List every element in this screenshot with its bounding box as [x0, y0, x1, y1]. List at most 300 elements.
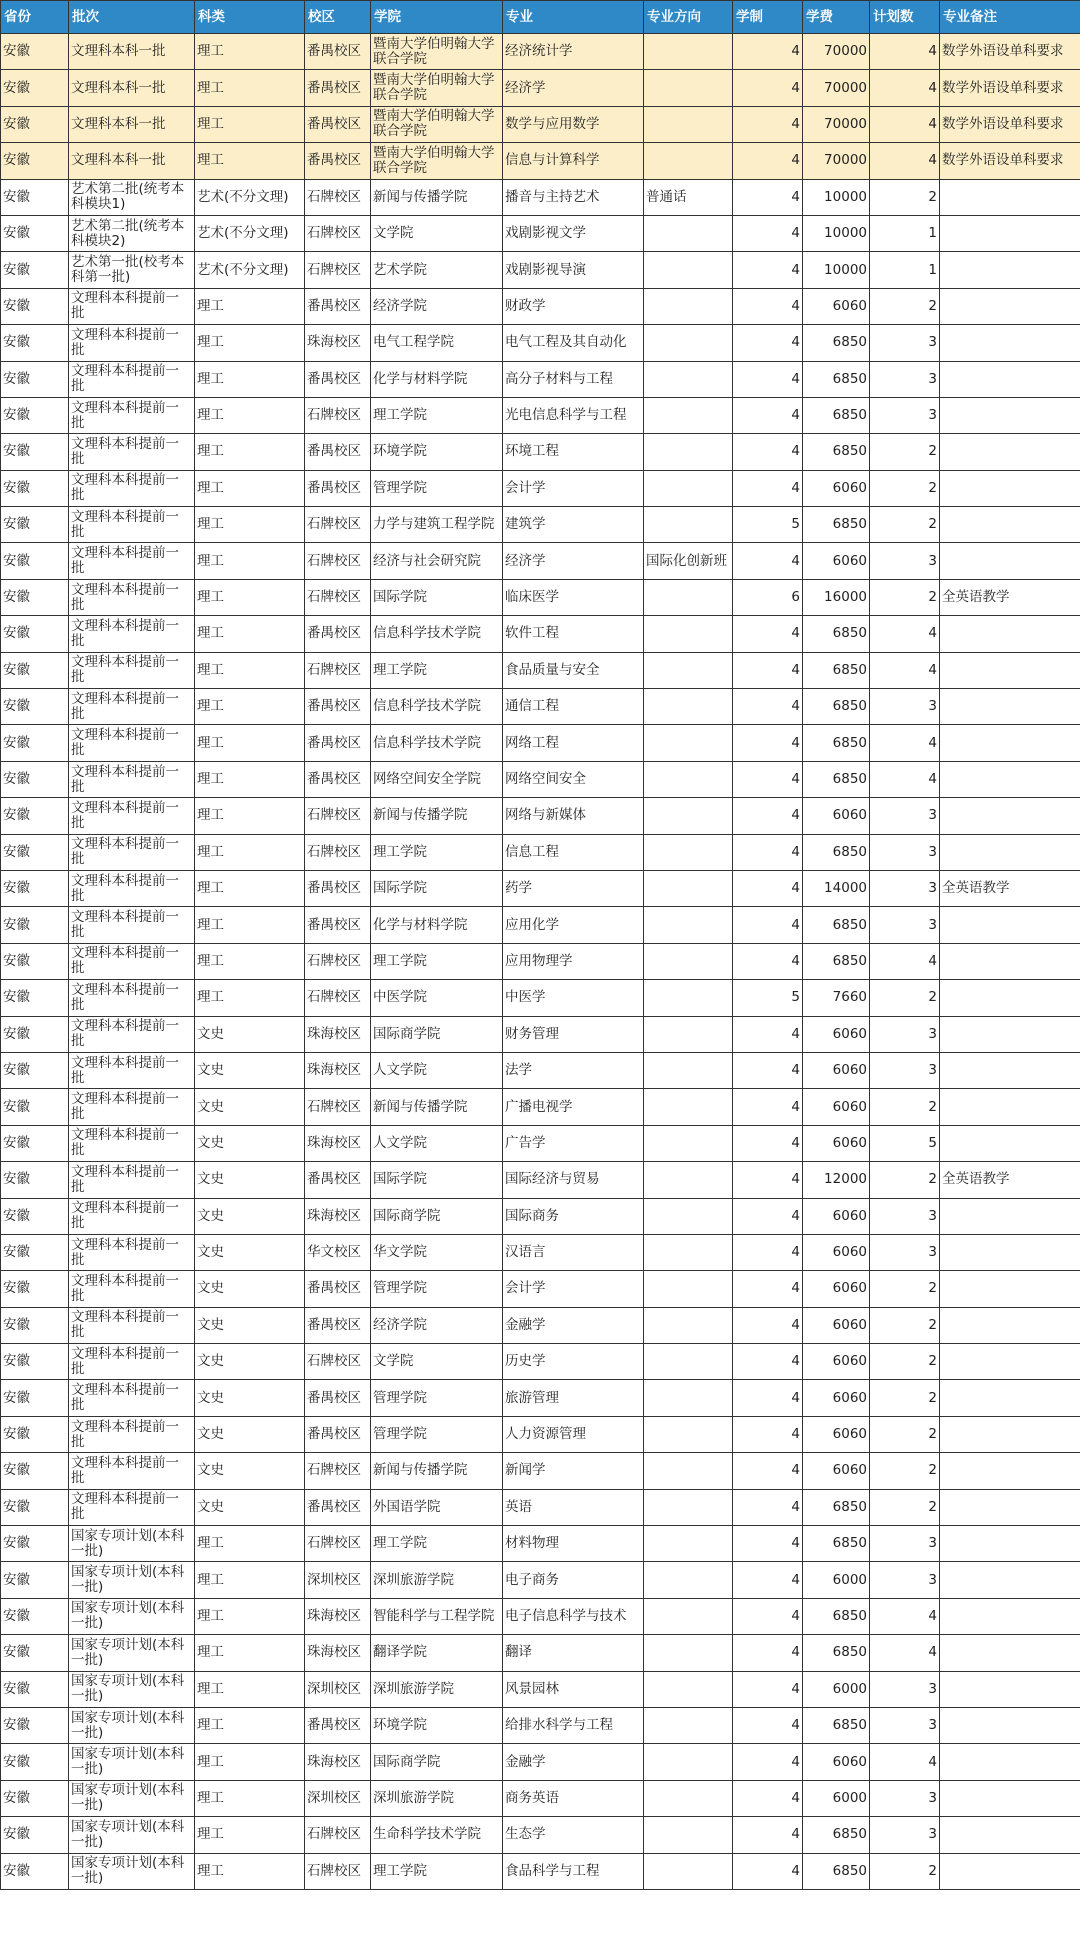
cell-province: 安徽 — [1, 70, 69, 106]
cell-plan-count: 2 — [870, 1344, 940, 1380]
cell-college: 中医学院 — [371, 980, 503, 1016]
cell-tuition: 6060 — [803, 798, 870, 834]
cell-duration: 4 — [733, 689, 803, 725]
cell-plan-count: 4 — [870, 616, 940, 652]
cell-category: 理工 — [195, 943, 305, 979]
cell-duration: 4 — [733, 1162, 803, 1198]
cell-college: 生命科学技术学院 — [371, 1817, 503, 1853]
cell-major: 新闻学 — [503, 1453, 644, 1489]
cell-college: 外国语学院 — [371, 1489, 503, 1525]
cell-batch: 文理科本科提前一批 — [69, 507, 195, 543]
cell-plan-count: 4 — [870, 1744, 940, 1780]
cell-duration: 4 — [733, 1671, 803, 1707]
cell-remark — [940, 507, 1080, 543]
cell-campus: 番禺校区 — [305, 725, 371, 761]
cell-remark: 全英语教学 — [940, 870, 1080, 906]
cell-category: 理工 — [195, 288, 305, 324]
cell-province: 安徽 — [1, 1635, 69, 1671]
cell-campus: 珠海校区 — [305, 1744, 371, 1780]
column-header-duration: 学制 — [733, 1, 803, 34]
table-row — [1, 70, 1080, 106]
table-row — [1, 1453, 1080, 1489]
cell-remark: 数学外语设单科要求 — [940, 34, 1080, 70]
cell-batch: 国家专项计划(本科一批) — [69, 1562, 195, 1598]
table-row — [1, 1198, 1080, 1234]
table-row — [1, 1380, 1080, 1416]
cell-province: 安徽 — [1, 1052, 69, 1088]
table-row — [1, 1162, 1080, 1198]
cell-category: 文史 — [195, 1162, 305, 1198]
cell-duration: 4 — [733, 616, 803, 652]
cell-batch: 国家专项计划(本科一批) — [69, 1635, 195, 1671]
cell-plan-count: 3 — [870, 1198, 940, 1234]
cell-remark — [940, 252, 1080, 288]
cell-major: 商务英语 — [503, 1780, 644, 1816]
cell-category: 理工 — [195, 725, 305, 761]
cell-major: 材料物理 — [503, 1526, 644, 1562]
cell-duration: 4 — [733, 361, 803, 397]
cell-province: 安徽 — [1, 1489, 69, 1525]
cell-category: 理工 — [195, 361, 305, 397]
cell-tuition: 6850 — [803, 361, 870, 397]
cell-major: 播音与主持艺术 — [503, 179, 644, 215]
cell-direction — [644, 1671, 733, 1707]
table-row — [1, 907, 1080, 943]
cell-campus: 珠海校区 — [305, 1635, 371, 1671]
table-row — [1, 1853, 1080, 1889]
cell-province: 安徽 — [1, 1780, 69, 1816]
cell-plan-count: 3 — [870, 1707, 940, 1743]
cell-duration: 4 — [733, 1562, 803, 1598]
cell-tuition: 6850 — [803, 616, 870, 652]
cell-direction — [644, 1125, 733, 1161]
cell-category: 理工 — [195, 1635, 305, 1671]
table-row — [1, 1817, 1080, 1853]
cell-campus: 石牌校区 — [305, 507, 371, 543]
cell-province: 安徽 — [1, 1526, 69, 1562]
cell-major: 财政学 — [503, 288, 644, 324]
cell-duration: 4 — [733, 1234, 803, 1270]
cell-campus: 番禺校区 — [305, 143, 371, 179]
cell-college: 智能科学与工程学院 — [371, 1598, 503, 1634]
cell-batch: 国家专项计划(本科一批) — [69, 1780, 195, 1816]
cell-direction — [644, 1416, 733, 1452]
cell-major: 电气工程及其自动化 — [503, 325, 644, 361]
cell-college: 新闻与传播学院 — [371, 1089, 503, 1125]
cell-duration: 6 — [733, 579, 803, 615]
cell-batch: 国家专项计划(本科一批) — [69, 1707, 195, 1743]
cell-province: 安徽 — [1, 870, 69, 906]
cell-category: 理工 — [195, 834, 305, 870]
table-row — [1, 1744, 1080, 1780]
cell-duration: 4 — [733, 1780, 803, 1816]
cell-campus: 石牌校区 — [305, 1453, 371, 1489]
cell-college: 国际商学院 — [371, 1744, 503, 1780]
table-row — [1, 434, 1080, 470]
cell-direction — [644, 1853, 733, 1889]
cell-campus: 石牌校区 — [305, 179, 371, 215]
cell-batch: 文理科本科提前一批 — [69, 725, 195, 761]
cell-category: 艺术(不分文理) — [195, 179, 305, 215]
cell-category: 文史 — [195, 1453, 305, 1489]
cell-college: 文学院 — [371, 1344, 503, 1380]
cell-college: 新闻与传播学院 — [371, 179, 503, 215]
cell-remark — [940, 1234, 1080, 1270]
cell-direction — [644, 470, 733, 506]
cell-tuition: 6060 — [803, 1089, 870, 1125]
cell-duration: 4 — [733, 1416, 803, 1452]
cell-plan-count: 1 — [870, 252, 940, 288]
cell-direction — [644, 1271, 733, 1307]
cell-duration: 4 — [733, 106, 803, 142]
cell-remark — [940, 616, 1080, 652]
cell-remark — [940, 980, 1080, 1016]
cell-province: 安徽 — [1, 215, 69, 251]
cell-duration: 4 — [733, 1089, 803, 1125]
cell-direction — [644, 1780, 733, 1816]
cell-campus: 番禺校区 — [305, 361, 371, 397]
cell-college: 华文学院 — [371, 1234, 503, 1270]
cell-batch: 文理科本科提前一批 — [69, 616, 195, 652]
cell-province: 安徽 — [1, 288, 69, 324]
cell-major: 汉语言 — [503, 1234, 644, 1270]
cell-duration: 5 — [733, 980, 803, 1016]
table-row — [1, 397, 1080, 433]
cell-college: 理工学院 — [371, 943, 503, 979]
cell-remark — [940, 434, 1080, 470]
cell-plan-count: 4 — [870, 725, 940, 761]
table-row — [1, 1234, 1080, 1270]
cell-category: 理工 — [195, 1780, 305, 1816]
column-header-batch: 批次 — [69, 1, 195, 34]
cell-plan-count: 2 — [870, 1416, 940, 1452]
cell-major: 光电信息科学与工程 — [503, 397, 644, 433]
cell-campus: 石牌校区 — [305, 1853, 371, 1889]
table-row — [1, 1344, 1080, 1380]
cell-province: 安徽 — [1, 689, 69, 725]
cell-category: 理工 — [195, 34, 305, 70]
cell-plan-count: 4 — [870, 70, 940, 106]
column-header-tuition: 学费 — [803, 1, 870, 34]
cell-plan-count: 4 — [870, 943, 940, 979]
cell-direction — [644, 1052, 733, 1088]
cell-plan-count: 2 — [870, 1453, 940, 1489]
table-row — [1, 1526, 1080, 1562]
cell-tuition: 6850 — [803, 397, 870, 433]
cell-major: 电子信息科学与技术 — [503, 1598, 644, 1634]
table-row — [1, 34, 1080, 70]
cell-province: 安徽 — [1, 1307, 69, 1343]
cell-duration: 4 — [733, 179, 803, 215]
table-row — [1, 470, 1080, 506]
cell-campus: 珠海校区 — [305, 1016, 371, 1052]
cell-category: 理工 — [195, 870, 305, 906]
cell-province: 安徽 — [1, 1125, 69, 1161]
cell-college: 管理学院 — [371, 1271, 503, 1307]
cell-plan-count: 5 — [870, 1125, 940, 1161]
cell-major: 信息工程 — [503, 834, 644, 870]
cell-major: 英语 — [503, 1489, 644, 1525]
cell-batch: 国家专项计划(本科一批) — [69, 1817, 195, 1853]
cell-remark — [940, 1853, 1080, 1889]
cell-major: 戏剧影视导演 — [503, 252, 644, 288]
column-header-college: 学院 — [371, 1, 503, 34]
cell-category: 艺术(不分文理) — [195, 252, 305, 288]
table-row — [1, 252, 1080, 288]
cell-plan-count: 3 — [870, 1671, 940, 1707]
table-row — [1, 834, 1080, 870]
cell-campus: 石牌校区 — [305, 1089, 371, 1125]
cell-batch: 文理科本科提前一批 — [69, 1489, 195, 1525]
cell-remark — [940, 470, 1080, 506]
cell-college: 国际学院 — [371, 579, 503, 615]
cell-college: 管理学院 — [371, 1416, 503, 1452]
cell-college: 网络空间安全学院 — [371, 761, 503, 797]
cell-direction — [644, 1380, 733, 1416]
cell-campus: 番禺校区 — [305, 434, 371, 470]
cell-tuition: 6060 — [803, 1344, 870, 1380]
cell-remark — [940, 543, 1080, 579]
cell-remark — [940, 1307, 1080, 1343]
cell-tuition: 6850 — [803, 1635, 870, 1671]
cell-province: 安徽 — [1, 725, 69, 761]
cell-tuition: 6850 — [803, 434, 870, 470]
cell-major: 应用化学 — [503, 907, 644, 943]
cell-tuition: 6850 — [803, 325, 870, 361]
cell-category: 文史 — [195, 1234, 305, 1270]
cell-tuition: 6850 — [803, 1707, 870, 1743]
cell-batch: 文理科本科提前一批 — [69, 1089, 195, 1125]
cell-campus: 石牌校区 — [305, 1817, 371, 1853]
cell-province: 安徽 — [1, 543, 69, 579]
cell-batch: 文理科本科提前一批 — [69, 1198, 195, 1234]
cell-duration: 4 — [733, 943, 803, 979]
cell-batch: 文理科本科提前一批 — [69, 579, 195, 615]
cell-province: 安徽 — [1, 1707, 69, 1743]
table-row — [1, 1598, 1080, 1634]
cell-province: 安徽 — [1, 1344, 69, 1380]
cell-province: 安徽 — [1, 1162, 69, 1198]
cell-major: 中医学 — [503, 980, 644, 1016]
cell-province: 安徽 — [1, 834, 69, 870]
cell-campus: 番禺校区 — [305, 761, 371, 797]
cell-campus: 番禺校区 — [305, 1489, 371, 1525]
table-row — [1, 1671, 1080, 1707]
cell-direction — [644, 397, 733, 433]
cell-category: 理工 — [195, 397, 305, 433]
cell-duration: 4 — [733, 907, 803, 943]
cell-tuition: 6850 — [803, 725, 870, 761]
cell-remark: 数学外语设单科要求 — [940, 106, 1080, 142]
cell-duration: 4 — [733, 761, 803, 797]
cell-plan-count: 3 — [870, 543, 940, 579]
cell-college: 化学与材料学院 — [371, 907, 503, 943]
cell-major: 翻译 — [503, 1635, 644, 1671]
cell-batch: 文理科本科提前一批 — [69, 689, 195, 725]
cell-batch: 国家专项计划(本科一批) — [69, 1744, 195, 1780]
cell-remark — [940, 1562, 1080, 1598]
cell-tuition: 6850 — [803, 507, 870, 543]
cell-remark — [940, 943, 1080, 979]
cell-major: 广播电视学 — [503, 1089, 644, 1125]
cell-direction — [644, 652, 733, 688]
column-header-province: 省份 — [1, 1, 69, 34]
cell-batch: 文理科本科提前一批 — [69, 1307, 195, 1343]
cell-major: 广告学 — [503, 1125, 644, 1161]
table-row — [1, 761, 1080, 797]
cell-tuition: 70000 — [803, 34, 870, 70]
cell-category: 艺术(不分文理) — [195, 215, 305, 251]
table-row — [1, 870, 1080, 906]
cell-category: 文史 — [195, 1125, 305, 1161]
cell-college: 理工学院 — [371, 397, 503, 433]
cell-college: 信息科学技术学院 — [371, 725, 503, 761]
cell-campus: 石牌校区 — [305, 397, 371, 433]
cell-batch: 国家专项计划(本科一批) — [69, 1671, 195, 1707]
cell-tuition: 6850 — [803, 1489, 870, 1525]
cell-remark — [940, 1780, 1080, 1816]
cell-major: 财务管理 — [503, 1016, 644, 1052]
cell-plan-count: 2 — [870, 507, 940, 543]
table-row — [1, 725, 1080, 761]
cell-tuition: 6060 — [803, 1234, 870, 1270]
cell-duration: 4 — [733, 470, 803, 506]
cell-major: 应用物理学 — [503, 943, 644, 979]
cell-remark — [940, 1526, 1080, 1562]
cell-plan-count: 2 — [870, 1307, 940, 1343]
cell-batch: 文理科本科提前一批 — [69, 1125, 195, 1161]
cell-direction — [644, 980, 733, 1016]
table-row — [1, 215, 1080, 251]
table-row — [1, 943, 1080, 979]
cell-category: 理工 — [195, 1562, 305, 1598]
cell-campus: 石牌校区 — [305, 579, 371, 615]
cell-direction — [644, 1089, 733, 1125]
cell-plan-count: 4 — [870, 34, 940, 70]
cell-province: 安徽 — [1, 361, 69, 397]
cell-major: 食品质量与安全 — [503, 652, 644, 688]
cell-province: 安徽 — [1, 761, 69, 797]
table-row — [1, 143, 1080, 179]
cell-tuition: 6850 — [803, 1526, 870, 1562]
cell-batch: 国家专项计划(本科一批) — [69, 1853, 195, 1889]
cell-batch: 国家专项计划(本科一批) — [69, 1526, 195, 1562]
cell-direction — [644, 1344, 733, 1380]
cell-remark — [940, 689, 1080, 725]
cell-major: 电子商务 — [503, 1562, 644, 1598]
cell-major: 旅游管理 — [503, 1380, 644, 1416]
cell-tuition: 6060 — [803, 1744, 870, 1780]
cell-remark — [940, 1416, 1080, 1452]
cell-major: 经济学 — [503, 543, 644, 579]
cell-tuition: 6850 — [803, 1598, 870, 1634]
cell-category: 理工 — [195, 1598, 305, 1634]
cell-remark — [940, 325, 1080, 361]
cell-major: 生态学 — [503, 1817, 644, 1853]
cell-tuition: 6060 — [803, 1052, 870, 1088]
cell-category: 理工 — [195, 106, 305, 142]
cell-province: 安徽 — [1, 798, 69, 834]
cell-major: 会计学 — [503, 1271, 644, 1307]
cell-batch: 文理科本科一批 — [69, 143, 195, 179]
cell-campus: 石牌校区 — [305, 943, 371, 979]
cell-duration: 4 — [733, 252, 803, 288]
column-header-plan-count: 计划数 — [870, 1, 940, 34]
cell-remark — [940, 1744, 1080, 1780]
cell-duration: 4 — [733, 725, 803, 761]
cell-campus: 石牌校区 — [305, 543, 371, 579]
cell-province: 安徽 — [1, 1016, 69, 1052]
cell-tuition: 6060 — [803, 1125, 870, 1161]
cell-batch: 文理科本科提前一批 — [69, 1453, 195, 1489]
column-header-direction: 专业方向 — [644, 1, 733, 34]
cell-plan-count: 3 — [870, 1526, 940, 1562]
cell-major: 戏剧影视文学 — [503, 215, 644, 251]
cell-duration: 4 — [733, 434, 803, 470]
cell-category: 理工 — [195, 907, 305, 943]
cell-college: 人文学院 — [371, 1052, 503, 1088]
cell-campus: 番禺校区 — [305, 1416, 371, 1452]
cell-batch: 文理科本科提前一批 — [69, 870, 195, 906]
cell-batch: 文理科本科提前一批 — [69, 1016, 195, 1052]
cell-major: 信息与计算科学 — [503, 143, 644, 179]
cell-tuition: 6060 — [803, 288, 870, 324]
cell-category: 理工 — [195, 689, 305, 725]
cell-direction — [644, 1635, 733, 1671]
cell-college: 国际商学院 — [371, 1016, 503, 1052]
cell-direction — [644, 106, 733, 142]
cell-duration: 4 — [733, 70, 803, 106]
cell-campus: 珠海校区 — [305, 325, 371, 361]
cell-direction — [644, 1562, 733, 1598]
cell-major: 网络空间安全 — [503, 761, 644, 797]
cell-province: 安徽 — [1, 1598, 69, 1634]
cell-college: 管理学院 — [371, 470, 503, 506]
cell-college: 文学院 — [371, 215, 503, 251]
cell-campus: 番禺校区 — [305, 34, 371, 70]
table-row — [1, 1016, 1080, 1052]
cell-campus: 深圳校区 — [305, 1780, 371, 1816]
cell-province: 安徽 — [1, 579, 69, 615]
cell-remark — [940, 1707, 1080, 1743]
cell-tuition: 6850 — [803, 1853, 870, 1889]
cell-college: 理工学院 — [371, 652, 503, 688]
cell-campus: 番禺校区 — [305, 870, 371, 906]
cell-duration: 4 — [733, 325, 803, 361]
cell-college: 理工学院 — [371, 1853, 503, 1889]
cell-major: 食品科学与工程 — [503, 1853, 644, 1889]
cell-college: 人文学院 — [371, 1125, 503, 1161]
cell-college: 新闻与传播学院 — [371, 798, 503, 834]
cell-duration: 5 — [733, 507, 803, 543]
cell-category: 理工 — [195, 1707, 305, 1743]
cell-batch: 国家专项计划(本科一批) — [69, 1598, 195, 1634]
cell-category: 理工 — [195, 1853, 305, 1889]
cell-province: 安徽 — [1, 1416, 69, 1452]
cell-tuition: 6850 — [803, 761, 870, 797]
cell-duration: 4 — [733, 1853, 803, 1889]
cell-remark — [940, 288, 1080, 324]
cell-campus: 番禺校区 — [305, 1707, 371, 1743]
cell-duration: 4 — [733, 1598, 803, 1634]
cell-campus: 石牌校区 — [305, 798, 371, 834]
cell-category: 理工 — [195, 798, 305, 834]
cell-remark — [940, 1489, 1080, 1525]
cell-college: 翻译学院 — [371, 1635, 503, 1671]
cell-plan-count: 2 — [870, 1853, 940, 1889]
cell-duration: 4 — [733, 1307, 803, 1343]
cell-college: 暨南大学伯明翰大学联合学院 — [371, 70, 503, 106]
